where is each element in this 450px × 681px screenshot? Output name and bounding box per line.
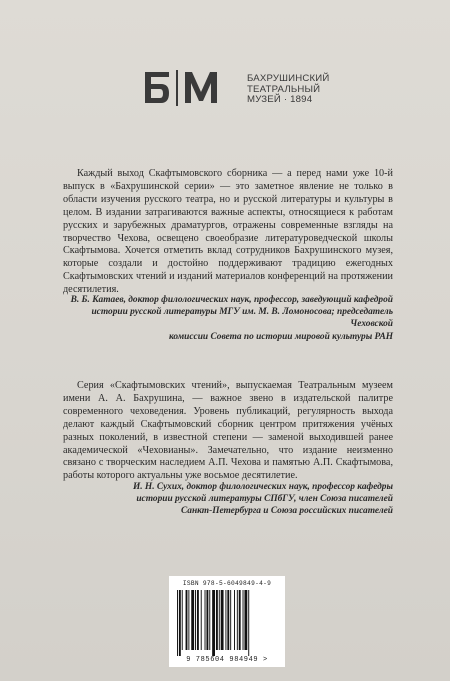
barcode-digits: 9 785604 984949 > (186, 656, 268, 664)
logo-line-2: ТЕАТРАЛЬНЫЙ (247, 83, 321, 95)
review-sukhikh-text: Серия «Скафтымовских чтений», выпускаемая Театральным музеем имени А. А. Бахрушина, — важное звено в издательской палитре современного чеховедения. Уровень публикаций, регулярность выхода делают каждый Скафтымовский сборник центром притяжения учёных разных поколений, в известной степени — заменой выходившей ранее академической «Чеховианы». Замечательно, что издание неизменно связано с творческим наследием А.П. Чехова и памятью А.П. Скафтымова, работы которого актуальны уже восьмое десятилетие. (63, 380, 393, 482)
signature-line: истории русской литературы СПбГУ, член Союза писателей (136, 494, 393, 505)
signature-line: В. Б. Катаев, доктор филологических наук, профессор, заведующий кафедрой (70, 295, 393, 305)
review-kataev-signature (63, 294, 393, 343)
signature-line: истории русской литературы МГУ им. М. В. Ломоносова; председатель Чеховской (91, 307, 393, 330)
review-kataev-text: Каждый выход Скафтымовского сборника — а перед нами уже 10-й выпуск в «Бахрушинской серии» — это заметное явление не только в области изучения русского театра, но и русской литературы и культуры в целом. В издании затрагиваются важные аспекты, относящиеся к работам русских и зарубежных драматургов, отражены современные взгляды на творчество Чехова, освещено своеобразие литературоведческой школы Скафтымова. Хочется отметить вклад сотрудников Бахрушинского музея, которые создали и достойно поддерживают традицию ежегодных Скафтымовских чтений и изданий материалов конференций на протяжении десятилетия. (63, 168, 393, 296)
signature-line: комиссии Совета по истории мировой культуры РАН (169, 331, 393, 342)
isbn-barcode (169, 576, 285, 667)
logo-line-1: БАХРУШИНСКИЙ (247, 73, 330, 84)
logo-line-3: МУЗЕЙ · 1894 (247, 94, 313, 105)
isbn-number: ISBN 978-5-6049849-4-9 (182, 580, 272, 587)
review-sukhikh-signature (63, 481, 393, 518)
museum-logo-mark-icon (143, 70, 243, 106)
museum-logo (143, 70, 330, 106)
barcode-bars-icon (173, 590, 281, 656)
signature-line: И. Н. Сухих, доктор филологических наук, профессор кафедры (132, 482, 393, 492)
signature-line: Санкт-Петербурга и Союза российских писателей (180, 506, 393, 517)
review-kataev (63, 168, 393, 297)
museum-logo-text (247, 74, 330, 106)
review-sukhikh (63, 380, 393, 483)
